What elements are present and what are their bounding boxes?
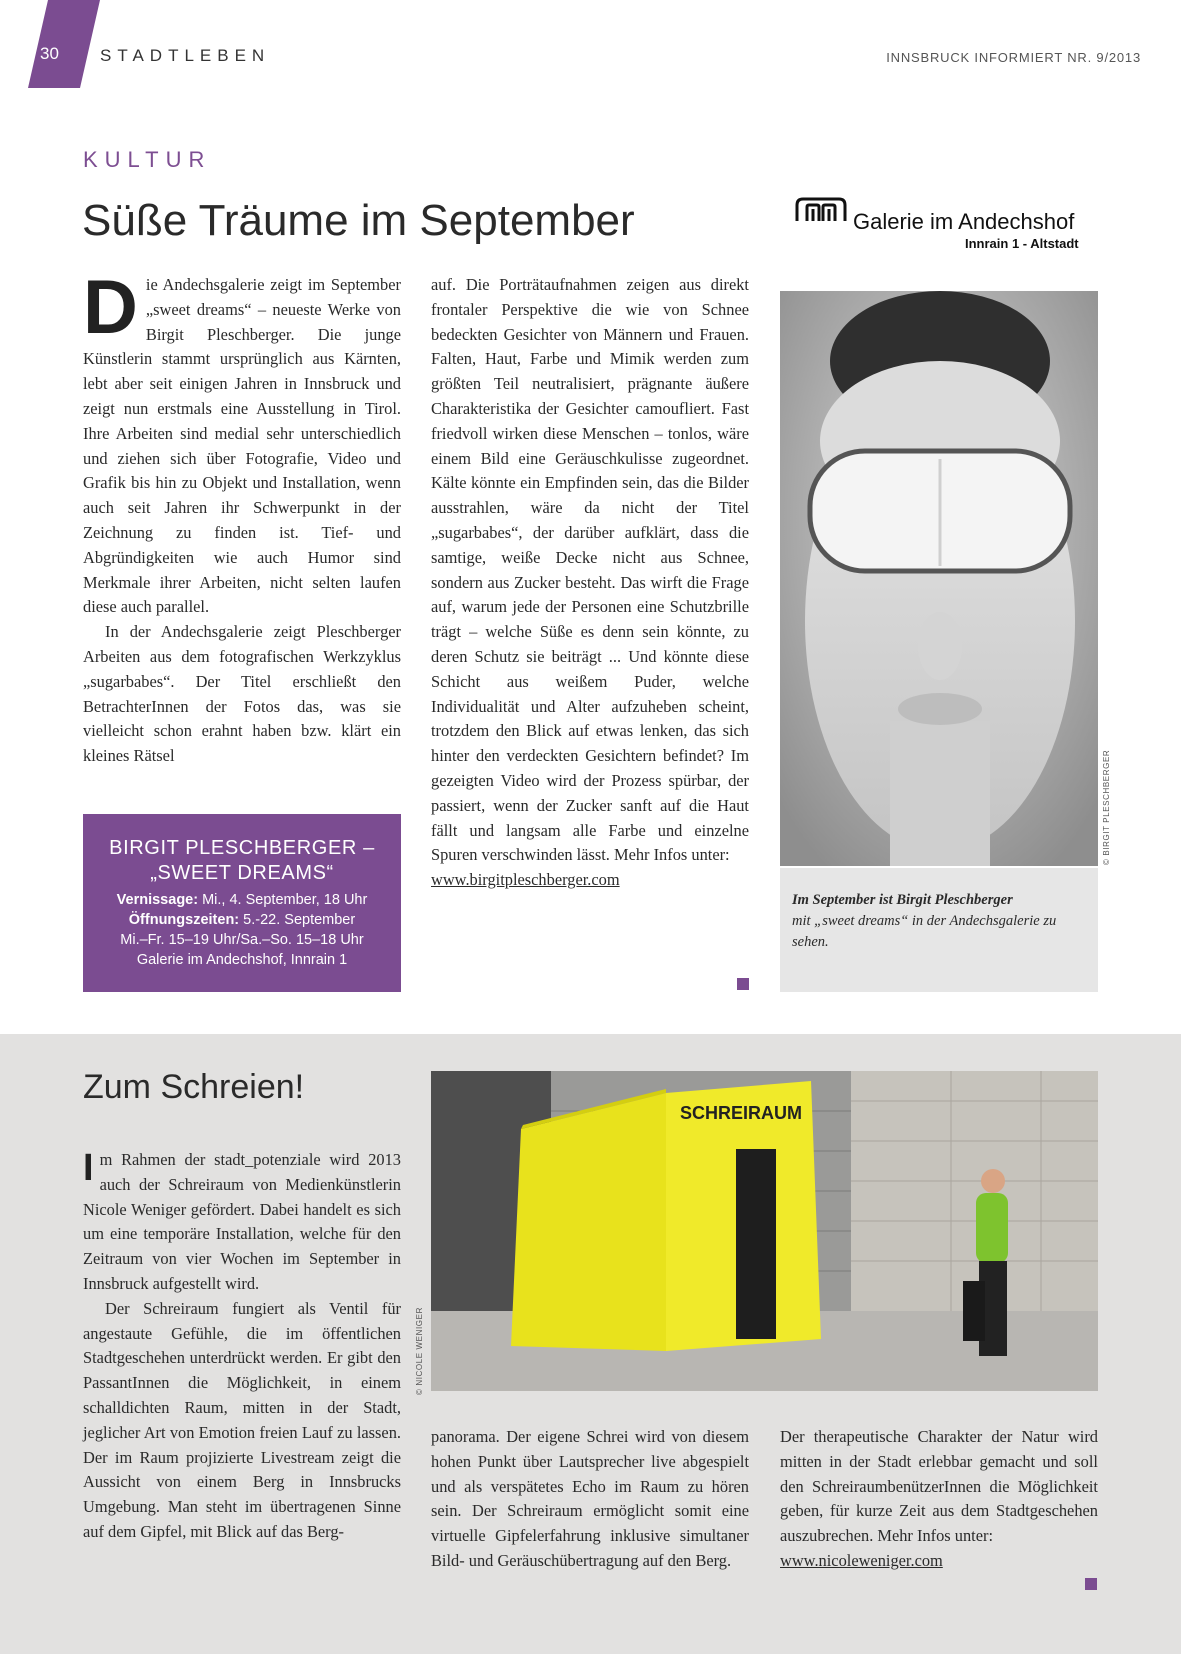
article2-column-1 [83, 1148, 401, 1545]
paragraph: Der Schreiraum fungiert als Ventil für angestaute Gefühle, die im öffentlichen Stadtgeschehen unterdrückt werden. Er gibt den PassantInnen die Möglichkeit, in einem schalldichten Raum, mitten in der Stadt, jeglicher Art von Emotion freien Lauf zu lassen. Der im Raum projizierte Livestream zeigt die Aussicht von einem Berg in Innsbrucks Umgebung. Man steht im übertragenen Sinne auf dem Gipfel, mit Blick auf das Berg- [83, 1298, 401, 1541]
page-number: 30 [40, 44, 59, 63]
schreiraum-sign: SCHREIRAUM [679, 1103, 803, 1123]
hours-label: Öffnungszeiten: [128, 912, 240, 928]
end-mark [737, 978, 749, 990]
paragraph: In der Andechsgalerie zeigt Pleschberger Arbeiten aus dem fotografischen Werkzyklus „sugarbabes“. Der Titel erschließt den BetrachterInnen der Fotos das, was sie vielleicht schon erahnt haben bzw. klärt ein kleines Rätsel [83, 622, 401, 766]
paragraph: Der therapeutische Charakter der Natur wird mitten in der Stadt erlebbar gemacht und soll den SchreiraumbenützerInnen die Möglichkeit geben, für kurze Zeit aus dem Stadtgeschehen auszubrechen. Mehr Infos unter: [780, 1427, 1098, 1546]
photo-caption-box [780, 868, 1098, 992]
info-title-line: „SWEET DREAMS“ [150, 862, 334, 884]
article-title: Süße Träume im September [82, 196, 635, 245]
schreiraum-photo [431, 1071, 1098, 1391]
caption-text: mit „sweet dreams“ in der Andechsgalerie zu sehen. [792, 913, 1057, 950]
info-box-title [83, 836, 401, 886]
paragraph: ie Andechsgalerie zeigt im September „sweet dreams“ – neueste Werke von Birgit Pleschberger. Die junge Künstlerin stammt ursprünglich aus Kärnten, lebt aber seit einigen Jahren in Innsbruck und zeigt nun erstmals eine Ausstellung in Tirol. Ihre Arbeiten sind medial sehr unterschiedlich und ziehen sich über Fotografie, Video und Grafik bis hin zu Objekt und Installation, wenn auch seit Jahren ihr Schwerpunkt in der Zeichnung zu finden ist. Tief- und Abgründigkeiten wie auch Humor sind Merkmale ihrer Arbeiten, nicht selten laufen diese auch parallel. [83, 275, 401, 617]
hours-value: 5.-22. September [239, 912, 356, 928]
paragraph: m Rahmen der stadt_potenziale wird 2013 auch der Schreiraum von Medienkünstlerin Nicole Weniger gefördert. Dabei handelt es sich um eine temporäre Installation, welche für den Zeitraum von vier Wochen im September in Innsbruck aufgestellt wird. [83, 1150, 401, 1293]
hours-detail: Mi.–Fr. 15–19 Uhr/Sa.–So. 15–18 Uhr [120, 932, 364, 948]
gallery-logo-address: Innrain 1 - Altstadt [965, 236, 1079, 251]
info-box-details [83, 890, 401, 970]
artist-website-link[interactable]: www.nicoleweniger.com [780, 1550, 943, 1570]
issue-label: INNSBRUCK INFORMIERT NR. 9/2013 [886, 50, 1141, 65]
dropcap: D [83, 265, 138, 350]
portrait-photo [780, 291, 1098, 866]
location: Galerie im Andechshof, Innrain 1 [136, 952, 348, 968]
article2-column-2 [431, 1425, 749, 1574]
gallery-logo-name: Galerie im Andechshof [853, 209, 1075, 234]
article1-column-2 [431, 273, 749, 893]
section-label: STADTLEBEN [100, 46, 271, 65]
article2-title: Zum Schreien! [83, 1068, 305, 1106]
photo-caption [792, 890, 1082, 953]
photo-credit: © BIRGIT PLESCHBERGER [1102, 749, 1111, 865]
caption-bold: Im September ist Birgit Pleschberger [792, 892, 1013, 908]
info-title-line: BIRGIT PLESCHBERGER – [109, 837, 375, 859]
vernissage-label: Vernissage: [116, 892, 199, 908]
article-kicker: KULTUR [83, 147, 212, 172]
event-info-box [83, 814, 401, 992]
artist-website-link[interactable]: www.birgitpleschberger.com [431, 870, 620, 890]
paragraph: auf. Die Porträtaufnahmen zeigen aus direkt frontaler Perspektive die wie von Schnee bedeckten Gesichter von Männern und Frauen. Falten, Haut, Farbe und Mimik werden zum größten Teil neutralisiert, prägnante äußere Charakteristika der Gesichter camoufliert. Fast friedvoll wirken diese Menschen – tonlos, wäre einem Bild eine Geräuschkulisse zugeordnet. Kälte könnte ein Empfinden sein, das die Bilder ausstrahlen, wäre da nicht der Titel „sugarbabes“, der darüber aufklärt, dass die samtige, weiße Decke nicht aus Schnee, sondern aus Zucker besteht. Das wirft die Frage auf, warum jede der Personen eine Schutzbrille trägt – welche Süße es denn sein könnte, zu deren Schutz sie beiträgt ... Und könnte diese Schicht aus weißem Puder, welche Individualität und Alter aufzuheben scheint, trotzdem den Blick auf etwas lenken, das sich hinter den verdeckten Gesichtern befindet? Im gezeigten Video wird der Prozess spürbar, der passiert, wenn der Zucker sanft auf die Haut fällt und langsam alle Farbe und einzelne Spuren verschwinden lässt. Mehr Infos unter: [431, 275, 749, 865]
end-mark [1085, 1578, 1097, 1590]
article1-column-1 [83, 265, 401, 769]
paragraph: panorama. Der eigene Schrei wird von diesem hohen Punkt über Lautsprecher live abgespielt und als verspätetes Echo im Raum zu hören sein. Der Schreiraum ermöglicht somit eine virtuelle Gipfelerfahrung inklusive simultaner Bild- und Geräuschübertragung auf den Berg. [431, 1427, 749, 1570]
vernissage-value: Mi., 4. September, 18 Uhr [198, 892, 368, 908]
dropcap: I [83, 1147, 94, 1189]
article2-column-3 [780, 1425, 1098, 1574]
photo-credit: © NICOLE WENIGER [415, 1307, 424, 1395]
